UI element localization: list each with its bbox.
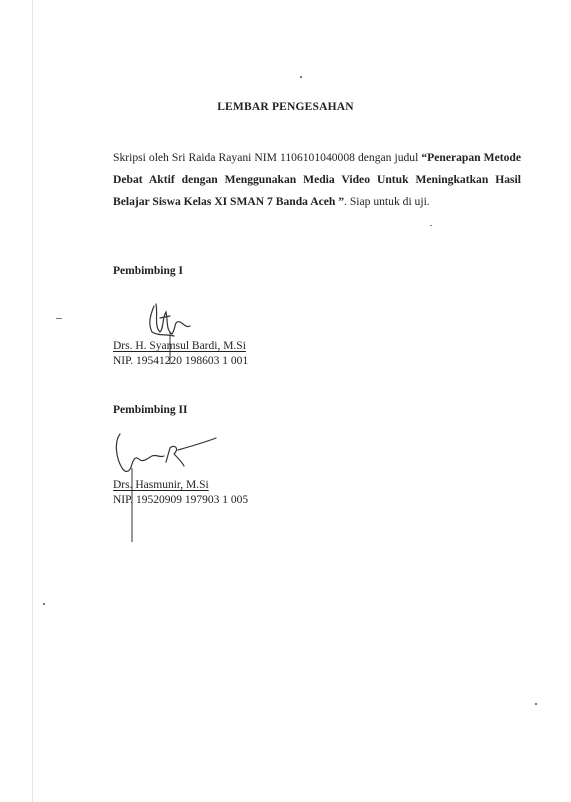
scan-speck xyxy=(300,76,302,78)
page-edge-shadow xyxy=(32,0,33,802)
supervisor-1-label: Pembimbing I xyxy=(113,265,183,277)
supervisor-2-name: Drs. Hasmunir, M.Si xyxy=(113,479,209,491)
thesis-title: “Penerapan Metode Debat Aktif dengan Menggunakan Media Video Untuk Meningkatkan Hasil Belajar Siswa Kelas XI SMAN 7 Banda Aceh ” xyxy=(113,151,521,208)
scan-speck xyxy=(56,318,62,319)
page-title: LEMBAR PENGESAHAN xyxy=(217,101,354,113)
supervisor-1-name: Drs. H. Syamsul Bardi, M.Si xyxy=(113,340,246,352)
statement-intro: Skripsi oleh Sri Raida Rayani NIM 1106101040008 dengan judul xyxy=(113,151,422,164)
approval-statement xyxy=(113,147,521,213)
scan-speck xyxy=(535,703,537,705)
supervisor-2-nip: NIP. 19520909 197903 1 005 xyxy=(113,494,249,506)
statement-closing: . Siap untuk di uji. xyxy=(344,195,430,208)
supervisor-1-nip: NIP. 19541220 198603 1 001 xyxy=(113,355,249,367)
supervisor-2-label: Pembimbing II xyxy=(113,404,188,416)
scan-speck xyxy=(43,603,45,605)
scan-speck xyxy=(430,225,432,226)
